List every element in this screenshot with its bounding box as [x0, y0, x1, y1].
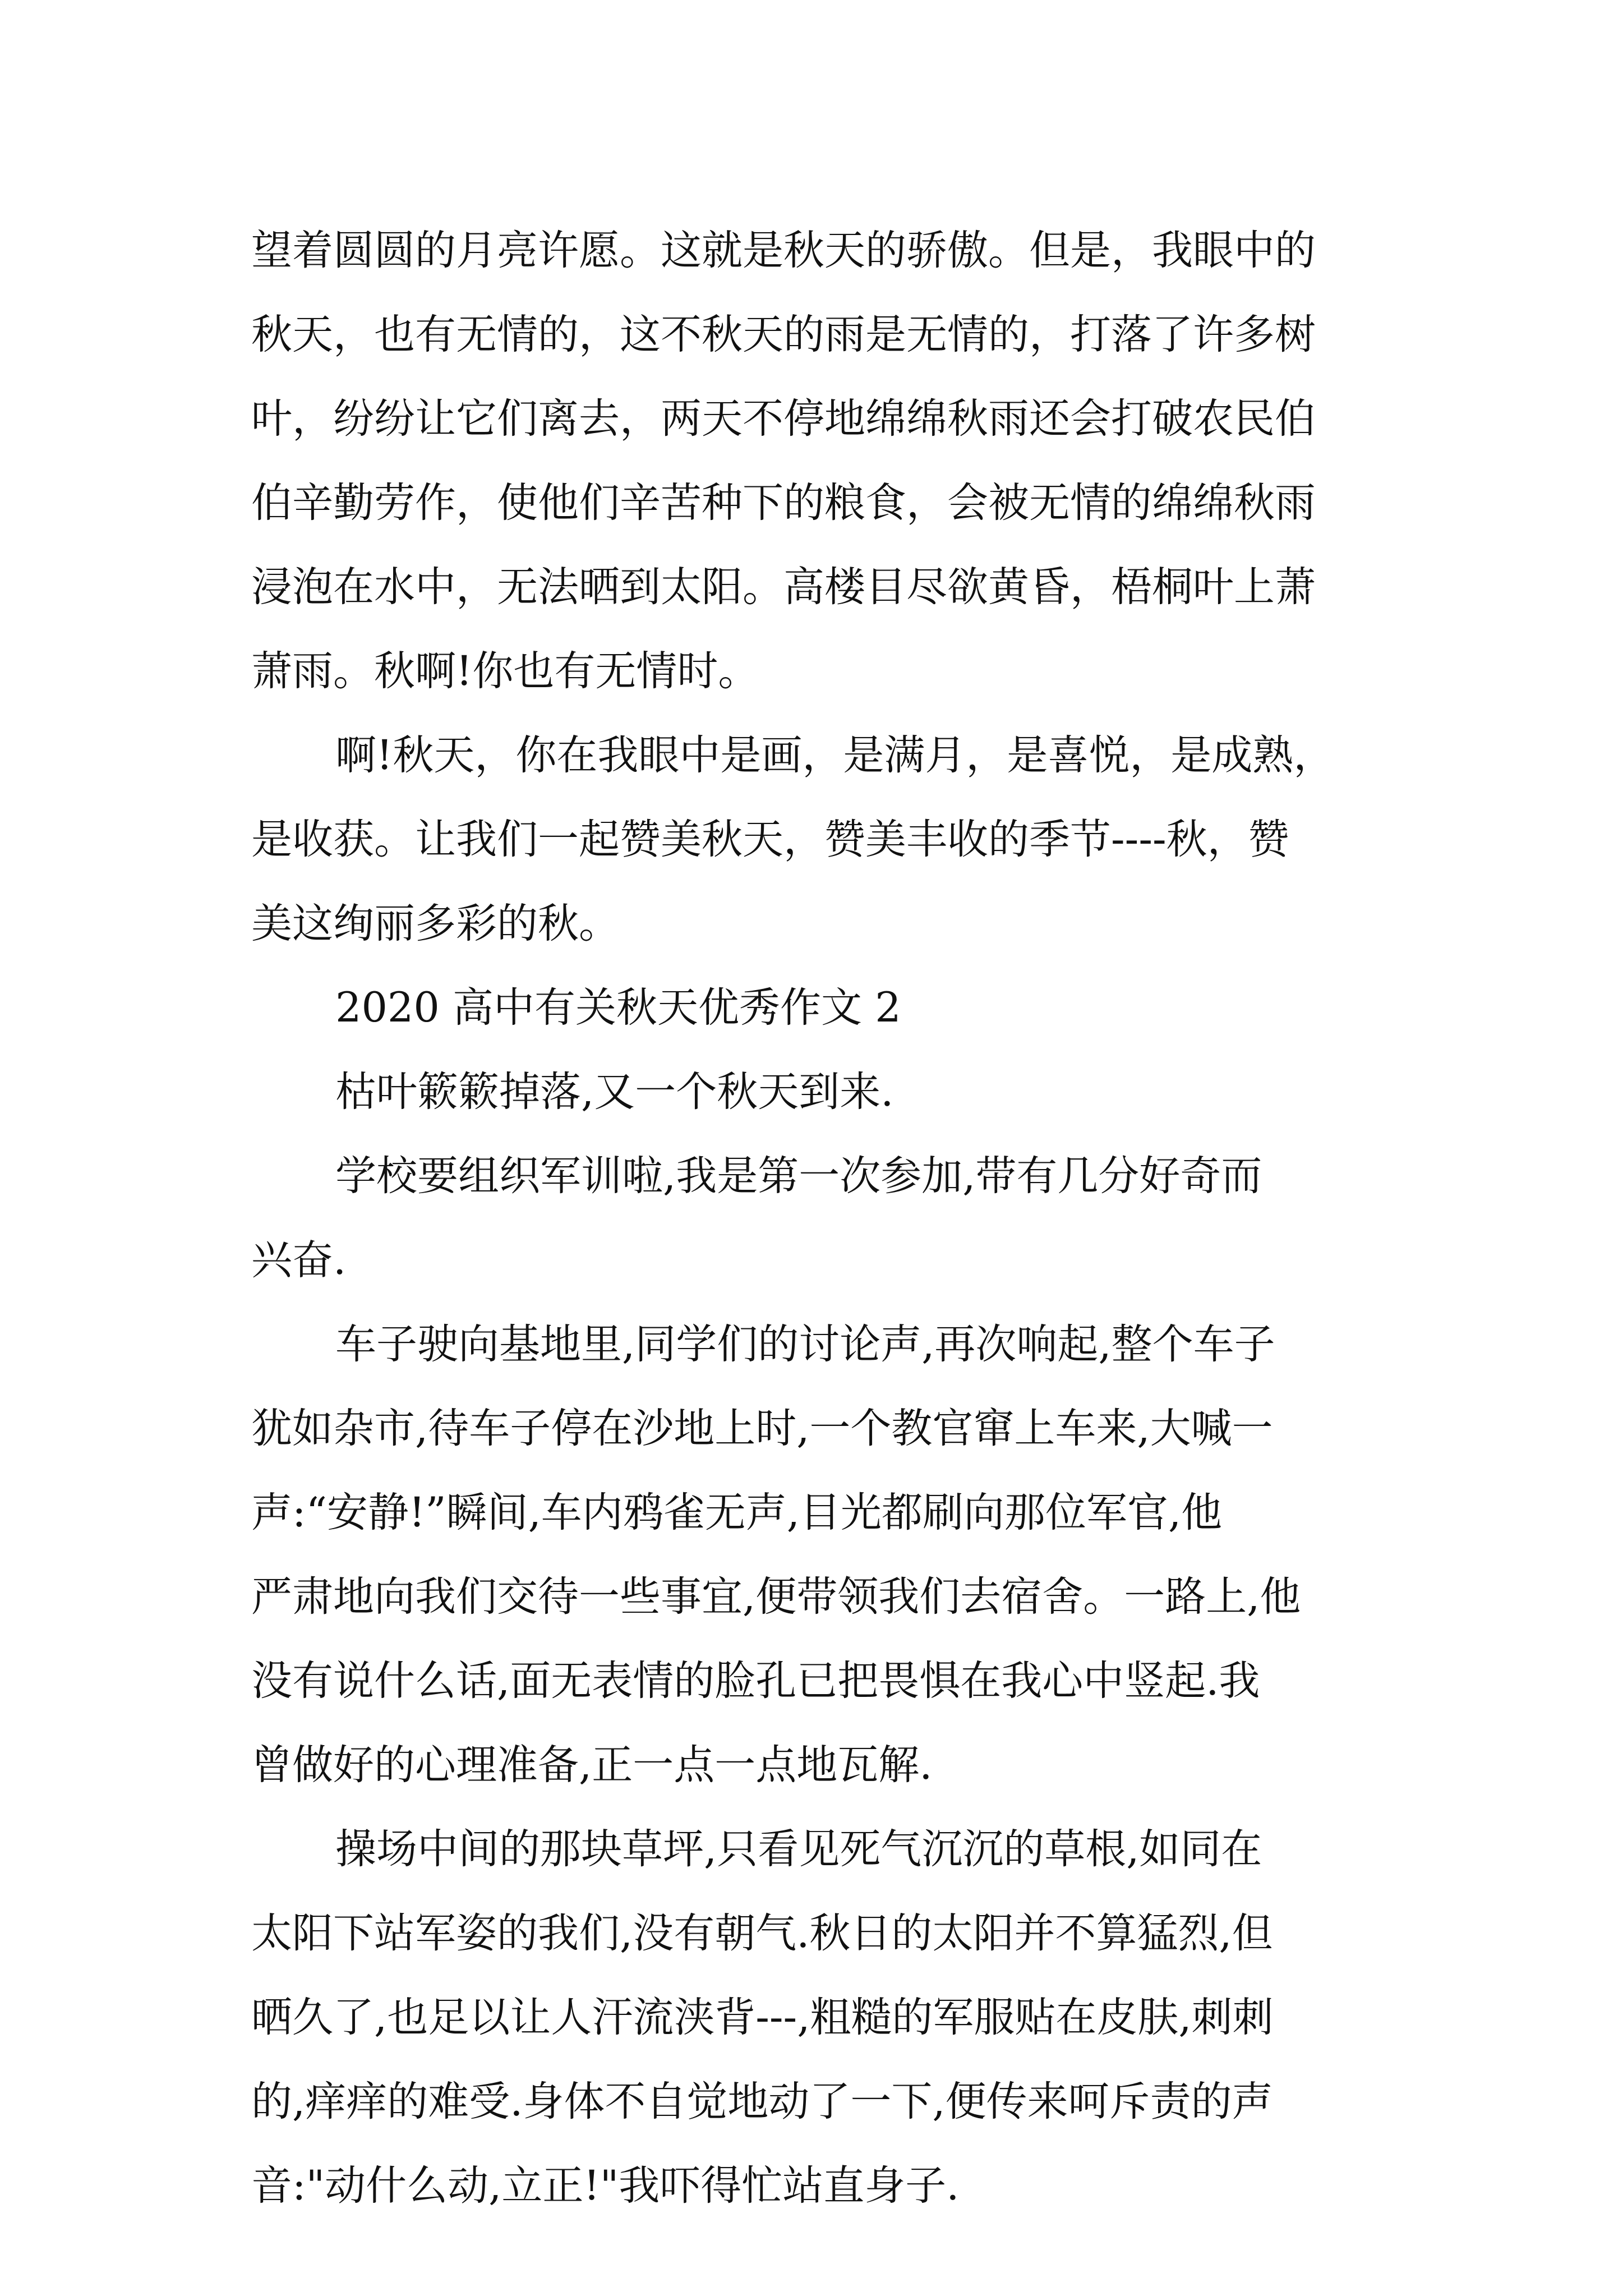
text-line: 晒久了,也足以让人汗流浃背---,粗糙的军服贴在皮肤,刺刺	[251, 1994, 1274, 2041]
text-line: 兴奋.	[251, 1236, 347, 1284]
text-line: 曾做好的心理准备,正一点一点地瓦解.	[251, 1741, 933, 1789]
document-body	[251, 209, 1395, 2228]
text-line: 萧雨。秋啊!你也有无情时。	[251, 647, 759, 695]
text-line: 浸泡在水中，无法晒到太阳。高楼目尽欲黄昏，梧桐叶上萧	[251, 563, 1316, 611]
text-line: 望着圆圆的月亮许愿。这就是秋天的骄傲。但是，我眼中的	[251, 227, 1316, 274]
text-line: 音:"动什么动,立正!"我吓得忙站直身子.	[251, 2162, 960, 2210]
paragraph-start-line: 学校要组织军训啦,我是第一次参加,带有几分好奇而	[335, 1152, 1262, 1200]
text-line: 的,痒痒的难受.身体不自觉地动了一下,便传来呵斥责的声	[251, 2078, 1273, 2125]
text-line: 秋天，也有无情的，这不秋天的雨是无情的，打落了许多树	[251, 311, 1316, 358]
text-line: 声:“安静!”瞬间,车内鸦雀无声,目光都刷向那位军官,他	[251, 1489, 1223, 1536]
text-line: 没有说什么话,面无表情的脸孔已把畏惧在我心中竖起.我	[251, 1657, 1260, 1705]
text-line: 是收获。让我们一起赞美秋天，赞美丰收的季节----秋，赞	[251, 816, 1289, 863]
text-line: 犹如杂市,待车子停在沙地上时,一个教官窜上车来,大喊一	[251, 1405, 1273, 1452]
paragraph-start-line: 操场中间的那块草坪,只看见死气沉沉的草根,如同在	[335, 1825, 1262, 1873]
section-heading: 2020 高中有关秋天优秀作文 2	[335, 984, 901, 1032]
paragraph-start-line: 啊!秋天，你在我眼中是画，是满月，是喜悦，是成熟，	[335, 731, 1335, 779]
text-line: 太阳下站军姿的我们,没有朝气.秋日的太阳并不算猛烈,但	[251, 1910, 1273, 1957]
paragraph-start-line: 车子驶向基地里,同学们的讨论声,再次响起,整个车子	[335, 1320, 1275, 1368]
text-line: 叶，纷纷让它们离去，两天不停地绵绵秋雨还会打破农民伯	[251, 395, 1316, 443]
text-line: 伯辛勤劳作，使他们辛苦种下的粮食，会被无情的绵绵秋雨	[251, 479, 1316, 527]
text-line: 美这绚丽多彩的秋。	[251, 900, 620, 947]
paragraph-start-line: 枯叶簌簌掉落,又一个秋天到来.	[335, 1068, 894, 1116]
text-line: 严肃地向我们交待一些事宜,便带领我们去宿舍。一路上,他	[251, 1573, 1301, 1621]
